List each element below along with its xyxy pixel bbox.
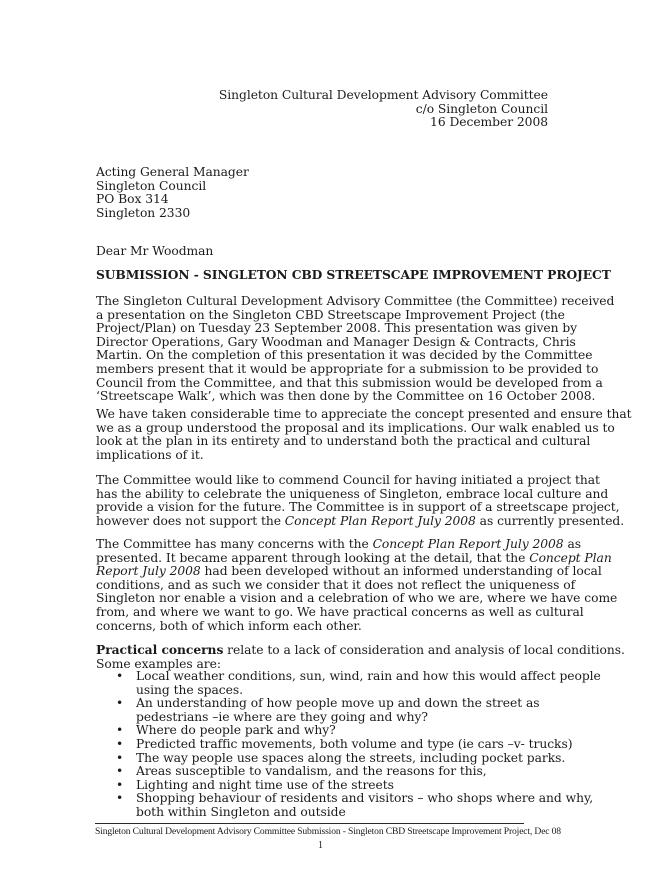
text-line: conditions, and as such we consider that it does not reflect the uniqueness of bbox=[96, 577, 576, 592]
text-line: ‘Streetscape Walk’, which was then done by the Committee on 16 October 2008. bbox=[96, 389, 596, 404]
bullet-icon: • bbox=[116, 750, 124, 765]
text-line: from, and where we want to go. We have practical concerns as well as cultural bbox=[96, 604, 584, 619]
letter-date: 16 December 2008 bbox=[430, 115, 548, 130]
text-run: as currently presented. bbox=[475, 513, 625, 528]
paragraph-concerns bbox=[96, 537, 618, 633]
text-line: has the ability to celebrate the uniqueness of Singleton, embrace local culture and bbox=[96, 486, 609, 501]
text-line: Where do people park and why? bbox=[136, 723, 336, 738]
list-item bbox=[96, 779, 556, 793]
text-line: An understanding of how people move up and down the street as bbox=[136, 696, 540, 711]
text-line bbox=[96, 550, 612, 566]
practical-concerns-bold: Practical concerns bbox=[96, 642, 224, 657]
text-line: The way people use spaces along the streets, including pocket parks. bbox=[136, 750, 566, 765]
recipient-title: Acting General Manager bbox=[96, 165, 249, 179]
text-line: concerns, both of which inform each other. bbox=[96, 618, 362, 633]
recipient-address bbox=[96, 166, 249, 220]
text-run: The Committee has many concerns with the bbox=[96, 537, 373, 551]
text-line: implications of it. bbox=[96, 447, 204, 462]
text-line: using the spaces. bbox=[136, 682, 243, 697]
text-line: Lighting and night time use of the streets bbox=[136, 777, 394, 792]
text-line: Areas susceptible to vandalism, and the reasons for this, bbox=[136, 764, 487, 779]
sender-organisation: Singleton Cultural Development Advisory Committee bbox=[218, 88, 548, 102]
bullet-icon: • bbox=[116, 736, 124, 751]
recipient-organisation: Singleton Council bbox=[96, 178, 207, 193]
text-line: Council from the Committee, and that this submission would be developed from a bbox=[96, 375, 603, 390]
text-line: Martin. On the completion of this presentation it was decided by the Committee bbox=[96, 348, 593, 363]
text-line: Shopping behaviour of residents and visitors – who shops where and why, bbox=[136, 791, 594, 806]
bullet-icon: • bbox=[116, 777, 124, 792]
text-line: look at the plan in its entirety and to understand both the practical and cultural bbox=[96, 434, 591, 449]
subject-heading: SUBMISSION - SINGLETON CBD STREETSCAPE IMPROVEMENT PROJECT bbox=[96, 267, 611, 282]
bullet-icon: • bbox=[116, 669, 124, 683]
list-item bbox=[96, 791, 594, 819]
list-item bbox=[96, 765, 556, 779]
text-line: Singleton nor enable a vision and a celebration of who we are, where we have come bbox=[96, 591, 618, 606]
paragraph-practical-concerns bbox=[96, 642, 625, 671]
footer-divider bbox=[95, 823, 524, 824]
report-title-italic: Concept Plan Report July 2008 bbox=[372, 537, 564, 551]
text-run: presented. It became apparent through looking at the detail, that the bbox=[96, 550, 530, 565]
list-item bbox=[96, 750, 566, 766]
text-line: Director Operations, Gary Woodman and Manager Design & Contracts, Chris bbox=[96, 334, 576, 349]
report-title-italic: Concept Plan bbox=[529, 550, 612, 565]
text-line bbox=[96, 642, 625, 658]
list-item bbox=[96, 697, 556, 724]
text-line: members present that it would be appropriate for a submission to be provided to bbox=[96, 361, 599, 376]
sender-address bbox=[219, 89, 548, 130]
text-line: The Committee would like to commend Council for having initiated a project that bbox=[96, 473, 600, 487]
bullet-icon: • bbox=[116, 723, 124, 738]
sender-care-of: c/o Singleton Council bbox=[415, 101, 548, 116]
text-run: however does not support the bbox=[96, 513, 285, 528]
report-title-italic: Concept Plan Report July 2008 bbox=[284, 513, 476, 528]
page-footer: Singleton Cultural Development Advisory Committee Submission - Singleton CBD Streetscape Improvement Project, Dec 08 bbox=[95, 826, 561, 837]
text-line: Local weather conditions, sun, wind, rain and how this would affect people bbox=[136, 669, 601, 683]
text-line: both within Singleton and outside bbox=[136, 804, 346, 819]
text-line: We have taken considerable time to appreciate the concept presented and ensure that bbox=[96, 407, 632, 421]
recipient-po-box: PO Box 314 bbox=[96, 192, 169, 207]
text-line: we as a group understood the proposal and its implications. Our walk enabled us to bbox=[96, 420, 615, 435]
text-run: had been developed without an informed understanding of local bbox=[200, 564, 602, 579]
text-line: pedestrians –ie where are they going and why? bbox=[136, 709, 428, 724]
list-item bbox=[96, 669, 601, 697]
text-line: The Singleton Cultural Development Advisory Committee (the Committee) received bbox=[96, 294, 615, 308]
paragraph-consideration bbox=[96, 407, 632, 462]
text-line bbox=[96, 564, 602, 579]
text-run: relate to a lack of consideration and analysis of local conditions. bbox=[223, 643, 625, 657]
salutation: Dear Mr Woodman bbox=[96, 244, 214, 258]
recipient-town: Singleton 2330 bbox=[96, 205, 191, 220]
text-line bbox=[96, 537, 581, 552]
text-line: Some examples are: bbox=[96, 656, 221, 671]
bullet-icon: • bbox=[116, 764, 124, 779]
list-item bbox=[96, 724, 556, 738]
text-line: a presentation on the Singleton CBD Streetscape Improvement Project (the bbox=[96, 307, 565, 322]
page-number: 1 bbox=[318, 840, 323, 851]
paragraph-introduction bbox=[96, 294, 615, 404]
text-line: Predicted traffic movements, both volume and type (ie cars –v- trucks) bbox=[136, 736, 573, 751]
bullet-icon: • bbox=[116, 791, 124, 806]
paragraph-commendation bbox=[96, 473, 625, 528]
bullet-list bbox=[96, 669, 601, 820]
text-line bbox=[96, 513, 625, 529]
text-line: Project/Plan) on Tuesday 23 September 2008. This presentation was given by bbox=[96, 321, 578, 336]
text-line: provide a vision for the future. The Committee is in support of a streetscape project, bbox=[96, 500, 620, 515]
text-run: as bbox=[563, 537, 581, 551]
bullet-icon: • bbox=[116, 696, 124, 711]
report-title-italic: Report July 2008 bbox=[96, 564, 201, 579]
list-item bbox=[96, 736, 573, 752]
